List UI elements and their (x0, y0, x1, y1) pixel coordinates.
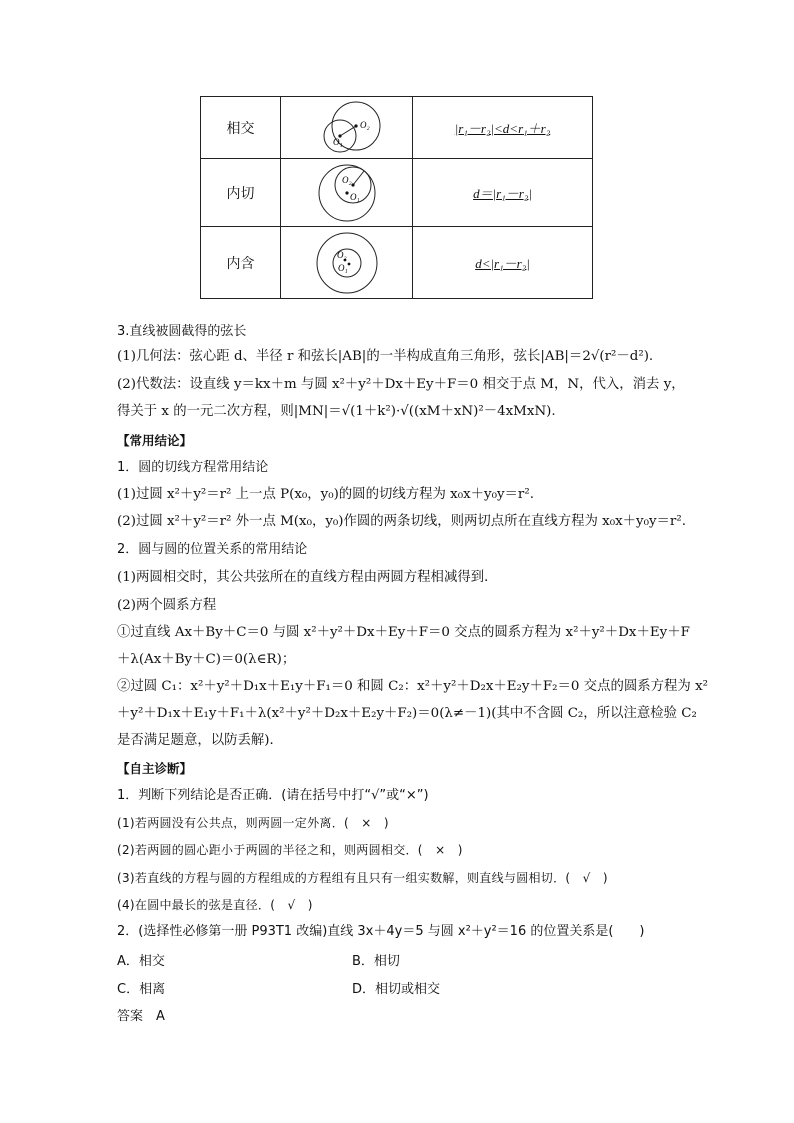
center-label: O₁ (337, 262, 348, 273)
relation-condition: d<|r₁－r₂| (413, 227, 593, 299)
text-line: (1)两圆相交时，其公共弦所在的直线方程由两圆方程相减得到． (117, 570, 498, 585)
center-label: O₁ (349, 191, 360, 202)
text-line: 1．判断下列结论是否正确．(请在括号中打“√”或“×”) (117, 788, 429, 803)
text-line: 1．圆的切线方程常用结论 (117, 460, 269, 475)
relation-name: 内含 (201, 227, 281, 299)
option-a: A．相交 (117, 954, 165, 969)
relation-name: 内切 (201, 159, 281, 227)
text-line: (1)几何法：弦心距 d、半径 r 和弦长|AB|的一半构成直角三角形，弦长|AB|＝2√(r²－d²). (117, 349, 654, 364)
circle-relation-table (200, 96, 593, 299)
center-label: O₂ (336, 249, 347, 260)
relation-condition: d＝|r₁－r₂| (413, 159, 593, 227)
question-line: 2．(选择性必修第一册 P93T1 改编)直线 3x＋4y＝5 与圆 x²＋y²＝16 的位置关系是( ) (117, 924, 645, 939)
text-line: (2)代数法：设直线 y＝kx＋m 与圆 x²＋y²＋Dx＋Ey＋F＝0 相交于点 M，N，代入，消去 y， (117, 377, 685, 392)
text-line: (1)过圆 x²＋y²＝r² 上一点 P(x₀，y₀)的圆的切线方程为 x₀x＋y₀y＝r². (117, 487, 534, 502)
text-line: ＋λ(Ax＋By＋C)＝0(λ∈R)； (117, 652, 296, 667)
table-row (201, 159, 593, 227)
section-heading: 3.直线被圆截得的弦长 (117, 324, 247, 339)
option-d: D．相切或相交 (352, 982, 441, 997)
text-line: 得关于 x 的一元二次方程，则|MN|＝√(1＋k²)·√((xM＋xN)²－4xMxN). (117, 404, 556, 419)
text-line: 是否满足题意，以防丢解)． (117, 733, 283, 748)
text-line: (4)在圆中最长的弦是直径．( √ ) (117, 898, 313, 912)
answer-line: 答案 A (117, 1009, 165, 1024)
text-line: 2．圆与圆的位置关系的常用结论 (117, 542, 308, 557)
option-c: C．相离 (117, 982, 166, 997)
text-line: (3)若直线的方程与圆的方程组成的方程组有且只有一组实数解，则直线与圆相切．( √ ) (117, 871, 608, 885)
intersect-diagram (281, 97, 413, 159)
text-line: ＋y²＋D₁x＋E₁y＋F₁＋λ(x²＋y²＋D₂x＋E₂y＋F₂)＝0(λ≠－1)(其中不含圆 C₂，所以注意检验 C₂ (117, 706, 697, 721)
text-line: (2)两个圆系方程 (117, 598, 217, 613)
contained-diagram (281, 227, 413, 299)
option-b: B．相切 (352, 954, 400, 969)
text-line: (2)若两圆的圆心距小于两圆的半径之和，则两圆相交．( × ) (117, 843, 463, 857)
text-line: (1)若两圆没有公共点，则两圆一定外离．( × ) (117, 816, 389, 830)
internal-tangent-diagram (281, 159, 413, 227)
section-heading: 【常用结论】 (117, 433, 193, 448)
section-heading: 【自主诊断】 (117, 761, 193, 776)
table-row (201, 97, 593, 159)
center-label: O₂ (359, 119, 370, 130)
text-line: ②过圆 C₁：x²＋y²＋D₁x＋E₁y＋F₁＝0 和圆 C₂：x²＋y²＋D₂x＋E₂y＋F₂＝0 交点的圆系方程为 x² (117, 679, 708, 694)
relation-condition: |r₁－r₂|<d<r₁＋r₂ (413, 97, 593, 159)
table-row (201, 227, 593, 299)
text-line: ①过直线 Ax＋By＋C＝0 与圆 x²＋y²＋Dx＋Ey＋F＝0 交点的圆系方程为 x²＋y²＋Dx＋Ey＋F (117, 625, 690, 640)
relation-name: 相交 (201, 97, 281, 159)
center-label: O₁ (332, 136, 343, 147)
text-line: (2)过圆 x²＋y²＝r² 外一点 M(x₀，y₀)作圆的两条切线，则两切点所在直线方程为 x₀x＋y₀y＝r². (117, 514, 686, 529)
center-label: O₂ (341, 174, 352, 185)
